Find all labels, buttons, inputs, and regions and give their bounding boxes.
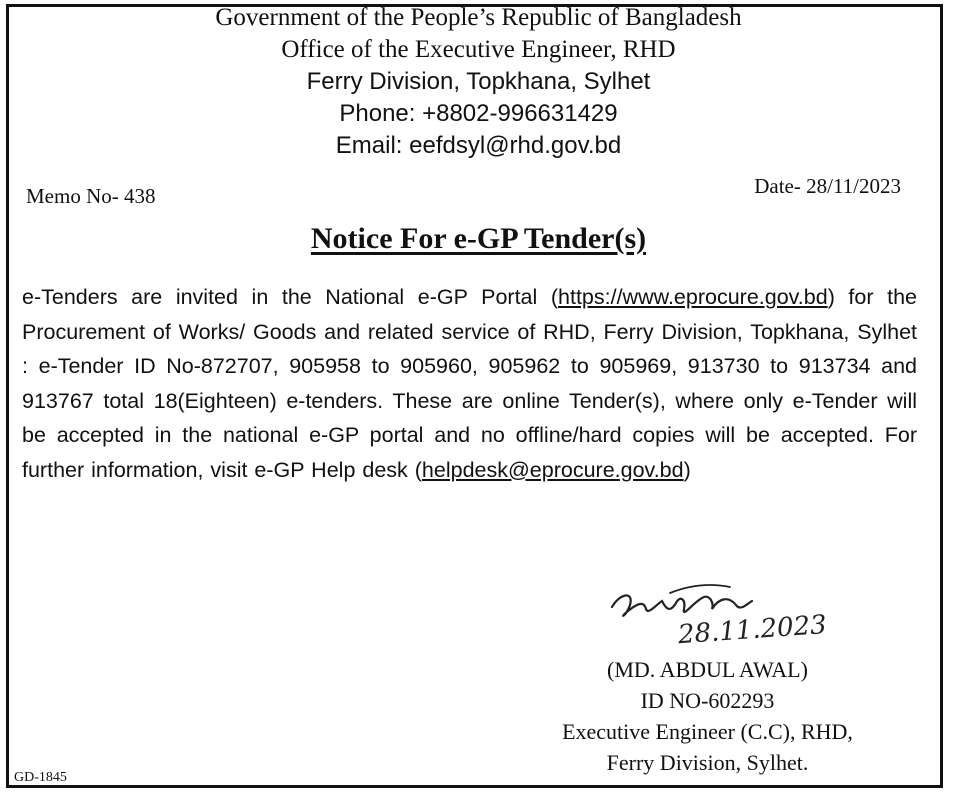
signatory-name: (MD. ABDUL AWAL) xyxy=(607,657,808,682)
body-part-2: ) for the Procurement of Works/ Goods and related service of RHD, Ferry Division, Topkhana, Sylhet : e-Tender ID No-872707, 905958 to 905960, 905962 to 905969, 913730 to 913734 and 913767 total 18(Eighteen) e-tenders. These are online Tender(s), where only e-Tender will be accepted in the national e-GP portal and no offline/hard copies will be accepted. For further information, visit e-GP Help desk ( xyxy=(22,285,917,482)
division-line: Ferry Division, Topkhana, Sylhet xyxy=(306,68,651,95)
signatory-id: ID NO-602293 xyxy=(640,688,775,713)
notice-date: Date- 28/11/2023 xyxy=(754,174,901,198)
body-part-1: e-Tenders are invited in the National e-GP Portal ( xyxy=(22,285,559,309)
email-line: Email: eefdsyl@rhd.gov.bd xyxy=(335,132,622,159)
portal-link[interactable]: https://www.eprocure.gov.bd xyxy=(558,285,828,309)
notice-body xyxy=(22,280,917,487)
letterhead xyxy=(0,2,957,162)
government-line: Government of the People’s Republic of Bangladesh xyxy=(215,4,742,31)
body-part-3: ) xyxy=(683,457,691,482)
signatory-office: Ferry Division, Sylhet. xyxy=(606,750,809,775)
handwritten-signature xyxy=(600,575,860,655)
signatory-block xyxy=(520,654,895,778)
footer-code: GD-1845 xyxy=(14,770,67,785)
signatory-designation: Executive Engineer (C.C), RHD, xyxy=(562,719,853,744)
notice-title: Notice For e-GP Tender(s) xyxy=(310,222,647,255)
memo-number: Memo No- 438 xyxy=(26,184,156,208)
signature-date: 28.11.2023 xyxy=(676,609,828,651)
office-line: Office of the Executive Engineer, RHD xyxy=(281,36,676,63)
helpdesk-email-link[interactable]: helpdesk@eprocure.gov.bd xyxy=(421,457,684,482)
phone-line: Phone: +8802-996631429 xyxy=(339,100,618,127)
